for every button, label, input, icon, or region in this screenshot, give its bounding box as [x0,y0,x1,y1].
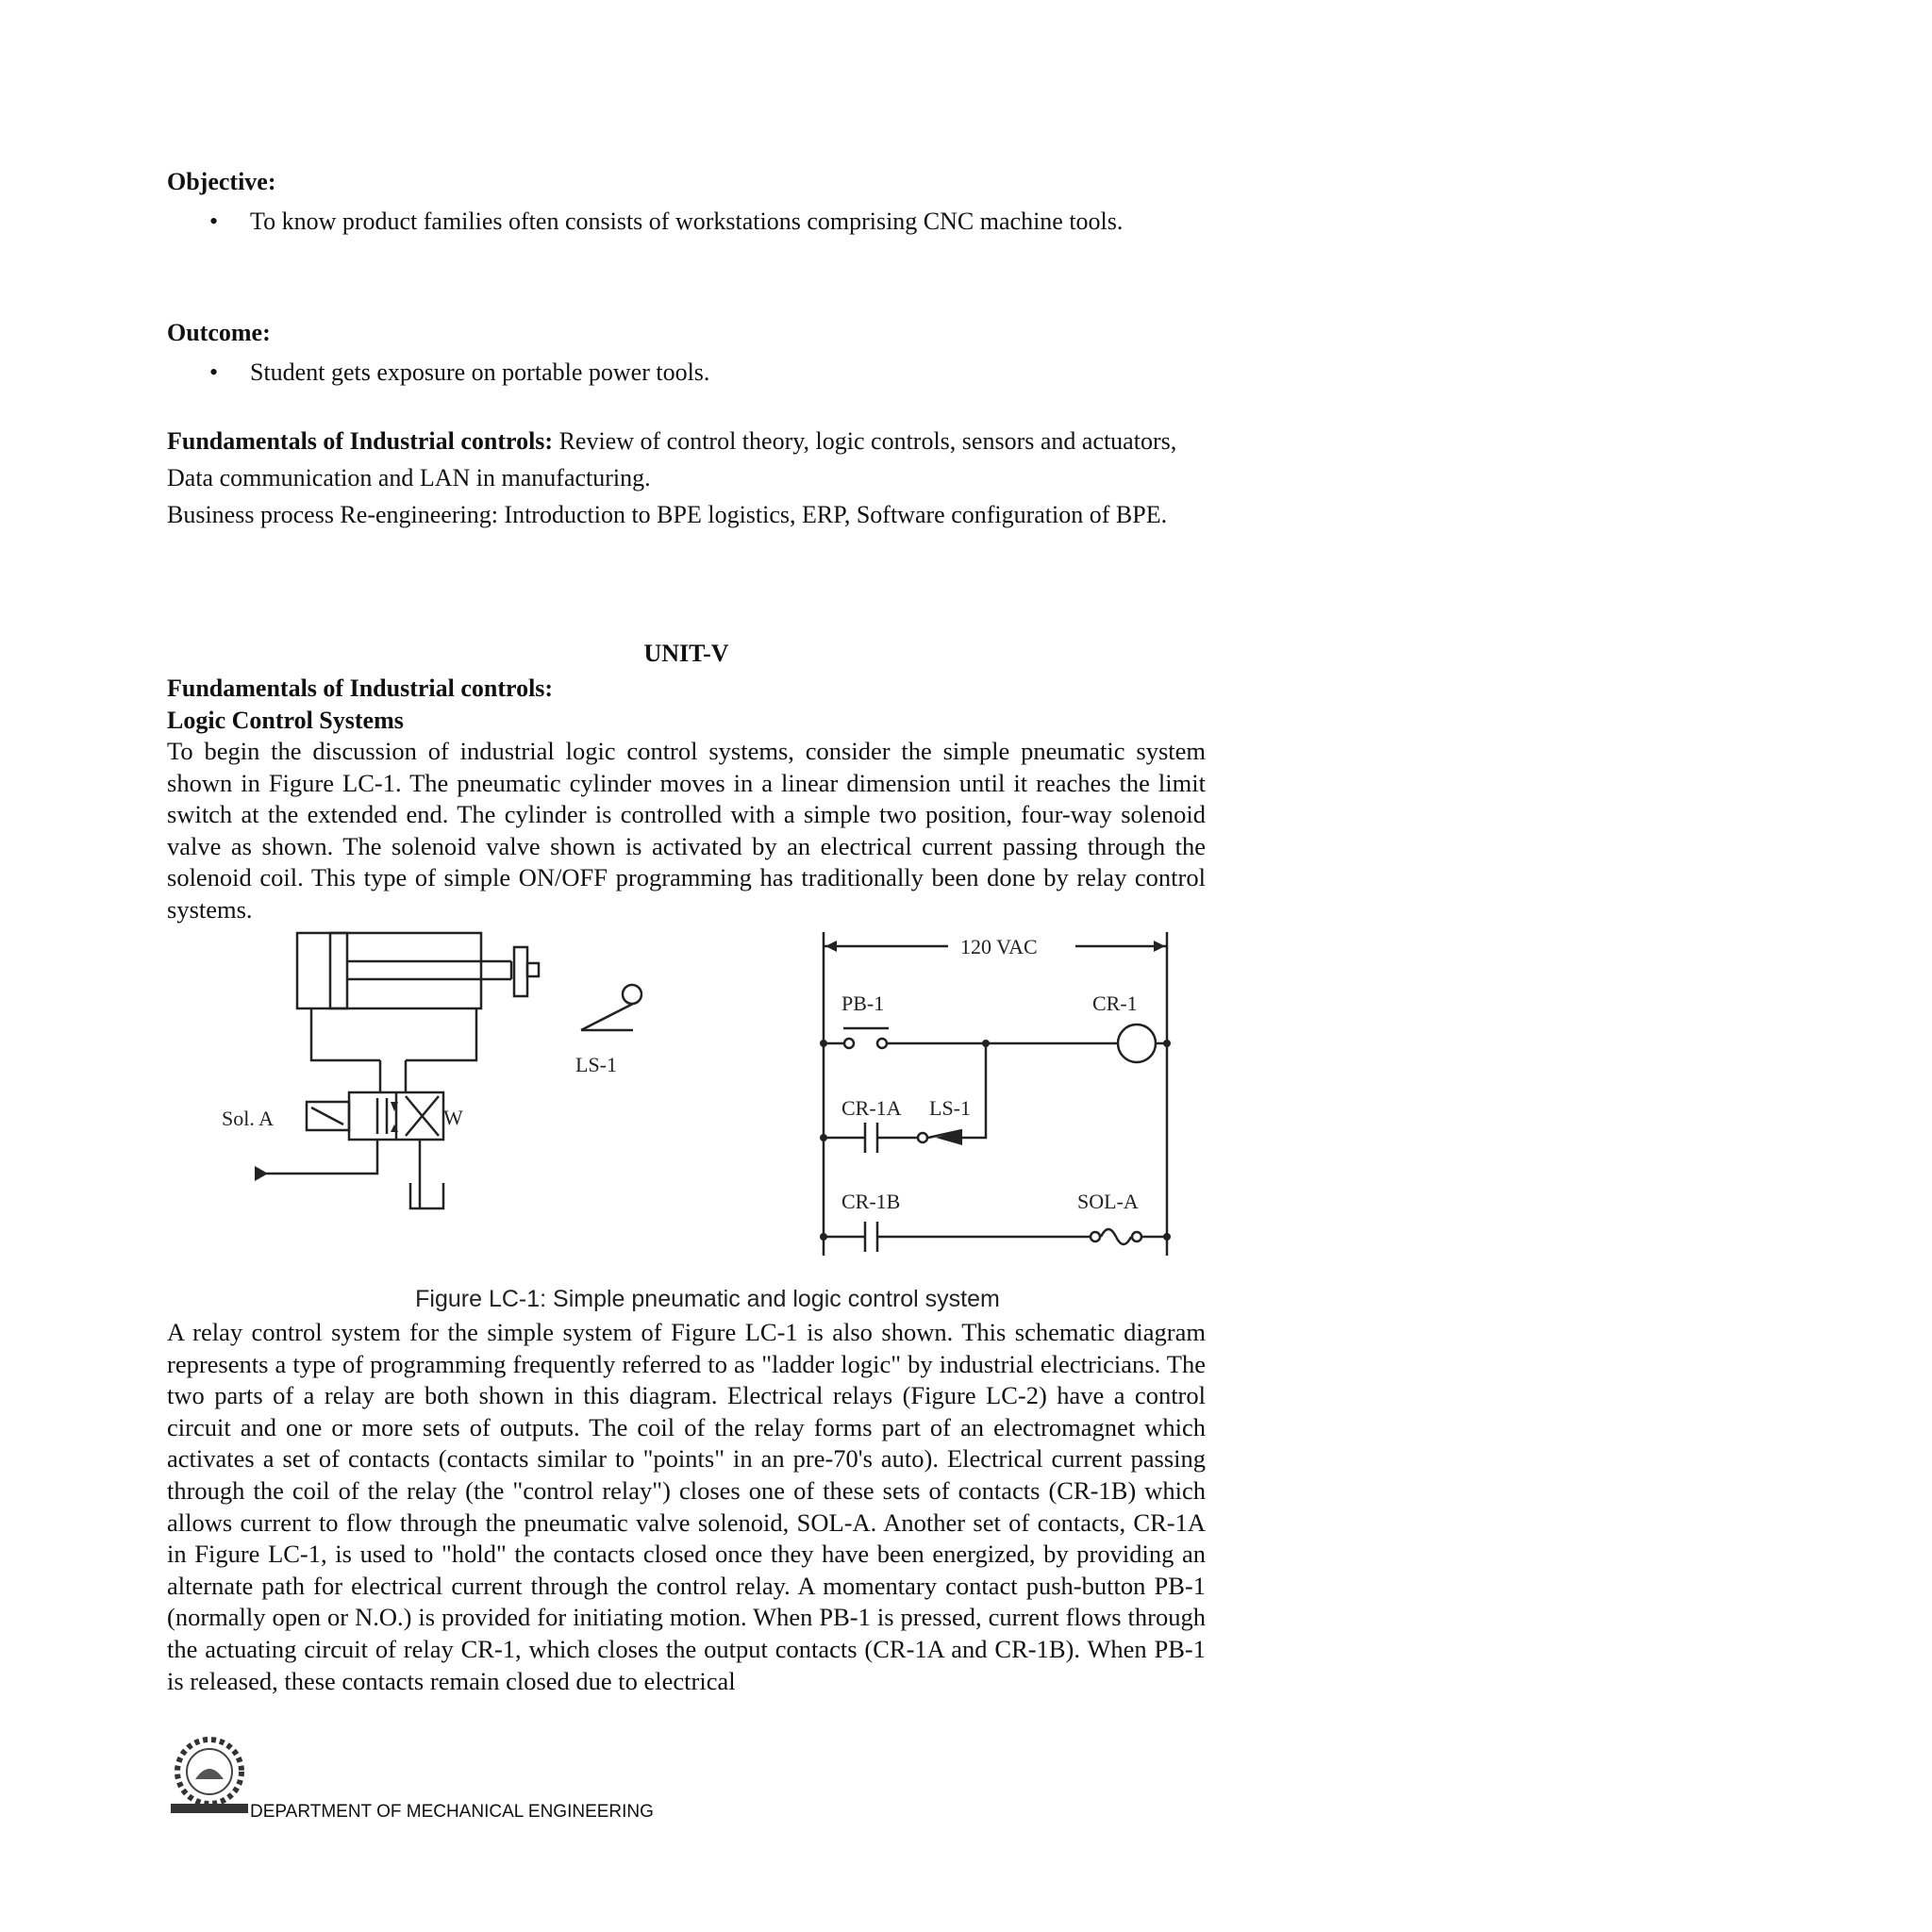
outcome-heading: Outcome: [167,319,271,346]
cr1a-label: CR-1A [841,1096,902,1120]
pneumatic-cylinder [297,933,481,1008]
supply-line [255,1140,377,1174]
objective-item: • To know product families often consists of workstations comprising CNC machine tools. [167,204,1231,240]
syllabus-bold-label: Fundamentals of Industrial controls: [167,427,554,455]
paragraph-1 [167,736,1206,926]
ls1-label: LS-1 [575,1053,617,1076]
objective-list [167,204,1206,240]
cr1b-label: CR-1B [841,1190,901,1213]
footer-department: DEPARTMENT OF MECHANICAL ENGINEERING [250,1802,654,1822]
objective-heading: Objective: [167,168,276,195]
exhaust [410,1183,443,1208]
paragraph-2-text: A relay control system for the simple system of Figure LC-1 is also shown. This schematic diagram represents a type of programming frequently referred to as "ladder logic" by industrial electricians. The two parts of a relay are both shown in this diagram. Electrical relays (Figure LC-2) have a control circuit and one or more sets of outputs. The coil of the relay forms part of an electromagnet which activates a set of contacts (contacts similar to "points" in an pre-70's auto). Electrical current passing through the coil of the relay (the "control relay") closes one of these sets of contacts (CR-1B) which allows current to flow through the pneumatic valve solenoid, SOL-A. Another set of contacts, CR-1A in Figure LC-1, is used to "hold" the contacts closed once they have been energized, by providing an alternate path for electrical current through the control relay. A momentary contact push-button PB-1 (normally open or N.O.) is provided for initiating motion. When PB-1 is pressed, current flows through the actuating circuit of relay CR-1, which closes the output contacts (CR-1A and CR-1B). When PB-1 is released, these contacts remain closed due to electrical [167,1318,1206,1695]
paragraph-2 [167,1317,1206,1697]
syllabus-line-1 [167,423,1206,496]
unit-title: UNIT-V [643,640,729,667]
figure-lc1 [208,930,1208,1317]
syllabus-topics: Review of control theory, logic controls, sensors and actuators, Data communication and LAN in manufacturing. [167,427,1177,491]
subsection-heading: Logic Control Systems [167,707,404,734]
syllabus-section [167,423,1206,533]
outcome-list [167,355,1206,391]
figure-caption: Figure LC-1: Simple pneumatic and logic control system [415,1286,1000,1312]
supply-arrow [255,1166,268,1181]
rod-end [514,947,527,996]
outcome-item: • Student gets exposure on portable power tools. [167,355,1206,391]
paragraph-1-text: To begin the discussion of industrial logic control systems, consider the simple pneumatic system shown in Figure LC-1. The pneumatic cylinder moves in a linear dimension until it reaches the limit switch at the extended end. The cylinder is controlled with a simple two position, four-way solenoid valve as shown. The solenoid valve shown is activated by an electrical current passing through the solenoid coil. This type of simple ON/OFF programming has traditionally been done by relay control systems. [167,737,1206,924]
sol-a-ladder-label: SOL-A [1077,1190,1139,1213]
ls1-ladder-label: LS-1 [929,1096,971,1120]
cylinder-piston [330,933,347,1008]
vac-label: 120 VAC [960,935,1038,958]
spring-w-label: W [443,1106,463,1129]
outcome-section [167,317,1206,391]
ladder-labels [841,935,1139,1213]
limit-switch-ls1 [581,1004,633,1030]
objective-section [167,166,1206,240]
sol-a-coil [1101,1229,1131,1244]
cr1-coil [1118,1024,1156,1062]
pb1-label: PB-1 [841,991,885,1015]
syllabus-line-2: Business process Re-engineering: Introduction to BPE logistics, ERP, Software configuration of BPE. [167,501,1168,528]
cr1-label: CR-1 [1092,991,1138,1015]
logo-banner [171,1804,248,1813]
section-heading: Fundamentals of Industrial controls: [167,675,554,702]
ls1-contact [918,1133,927,1142]
college-logo [167,1732,252,1817]
sol-a-label: Sol. A [222,1107,275,1130]
